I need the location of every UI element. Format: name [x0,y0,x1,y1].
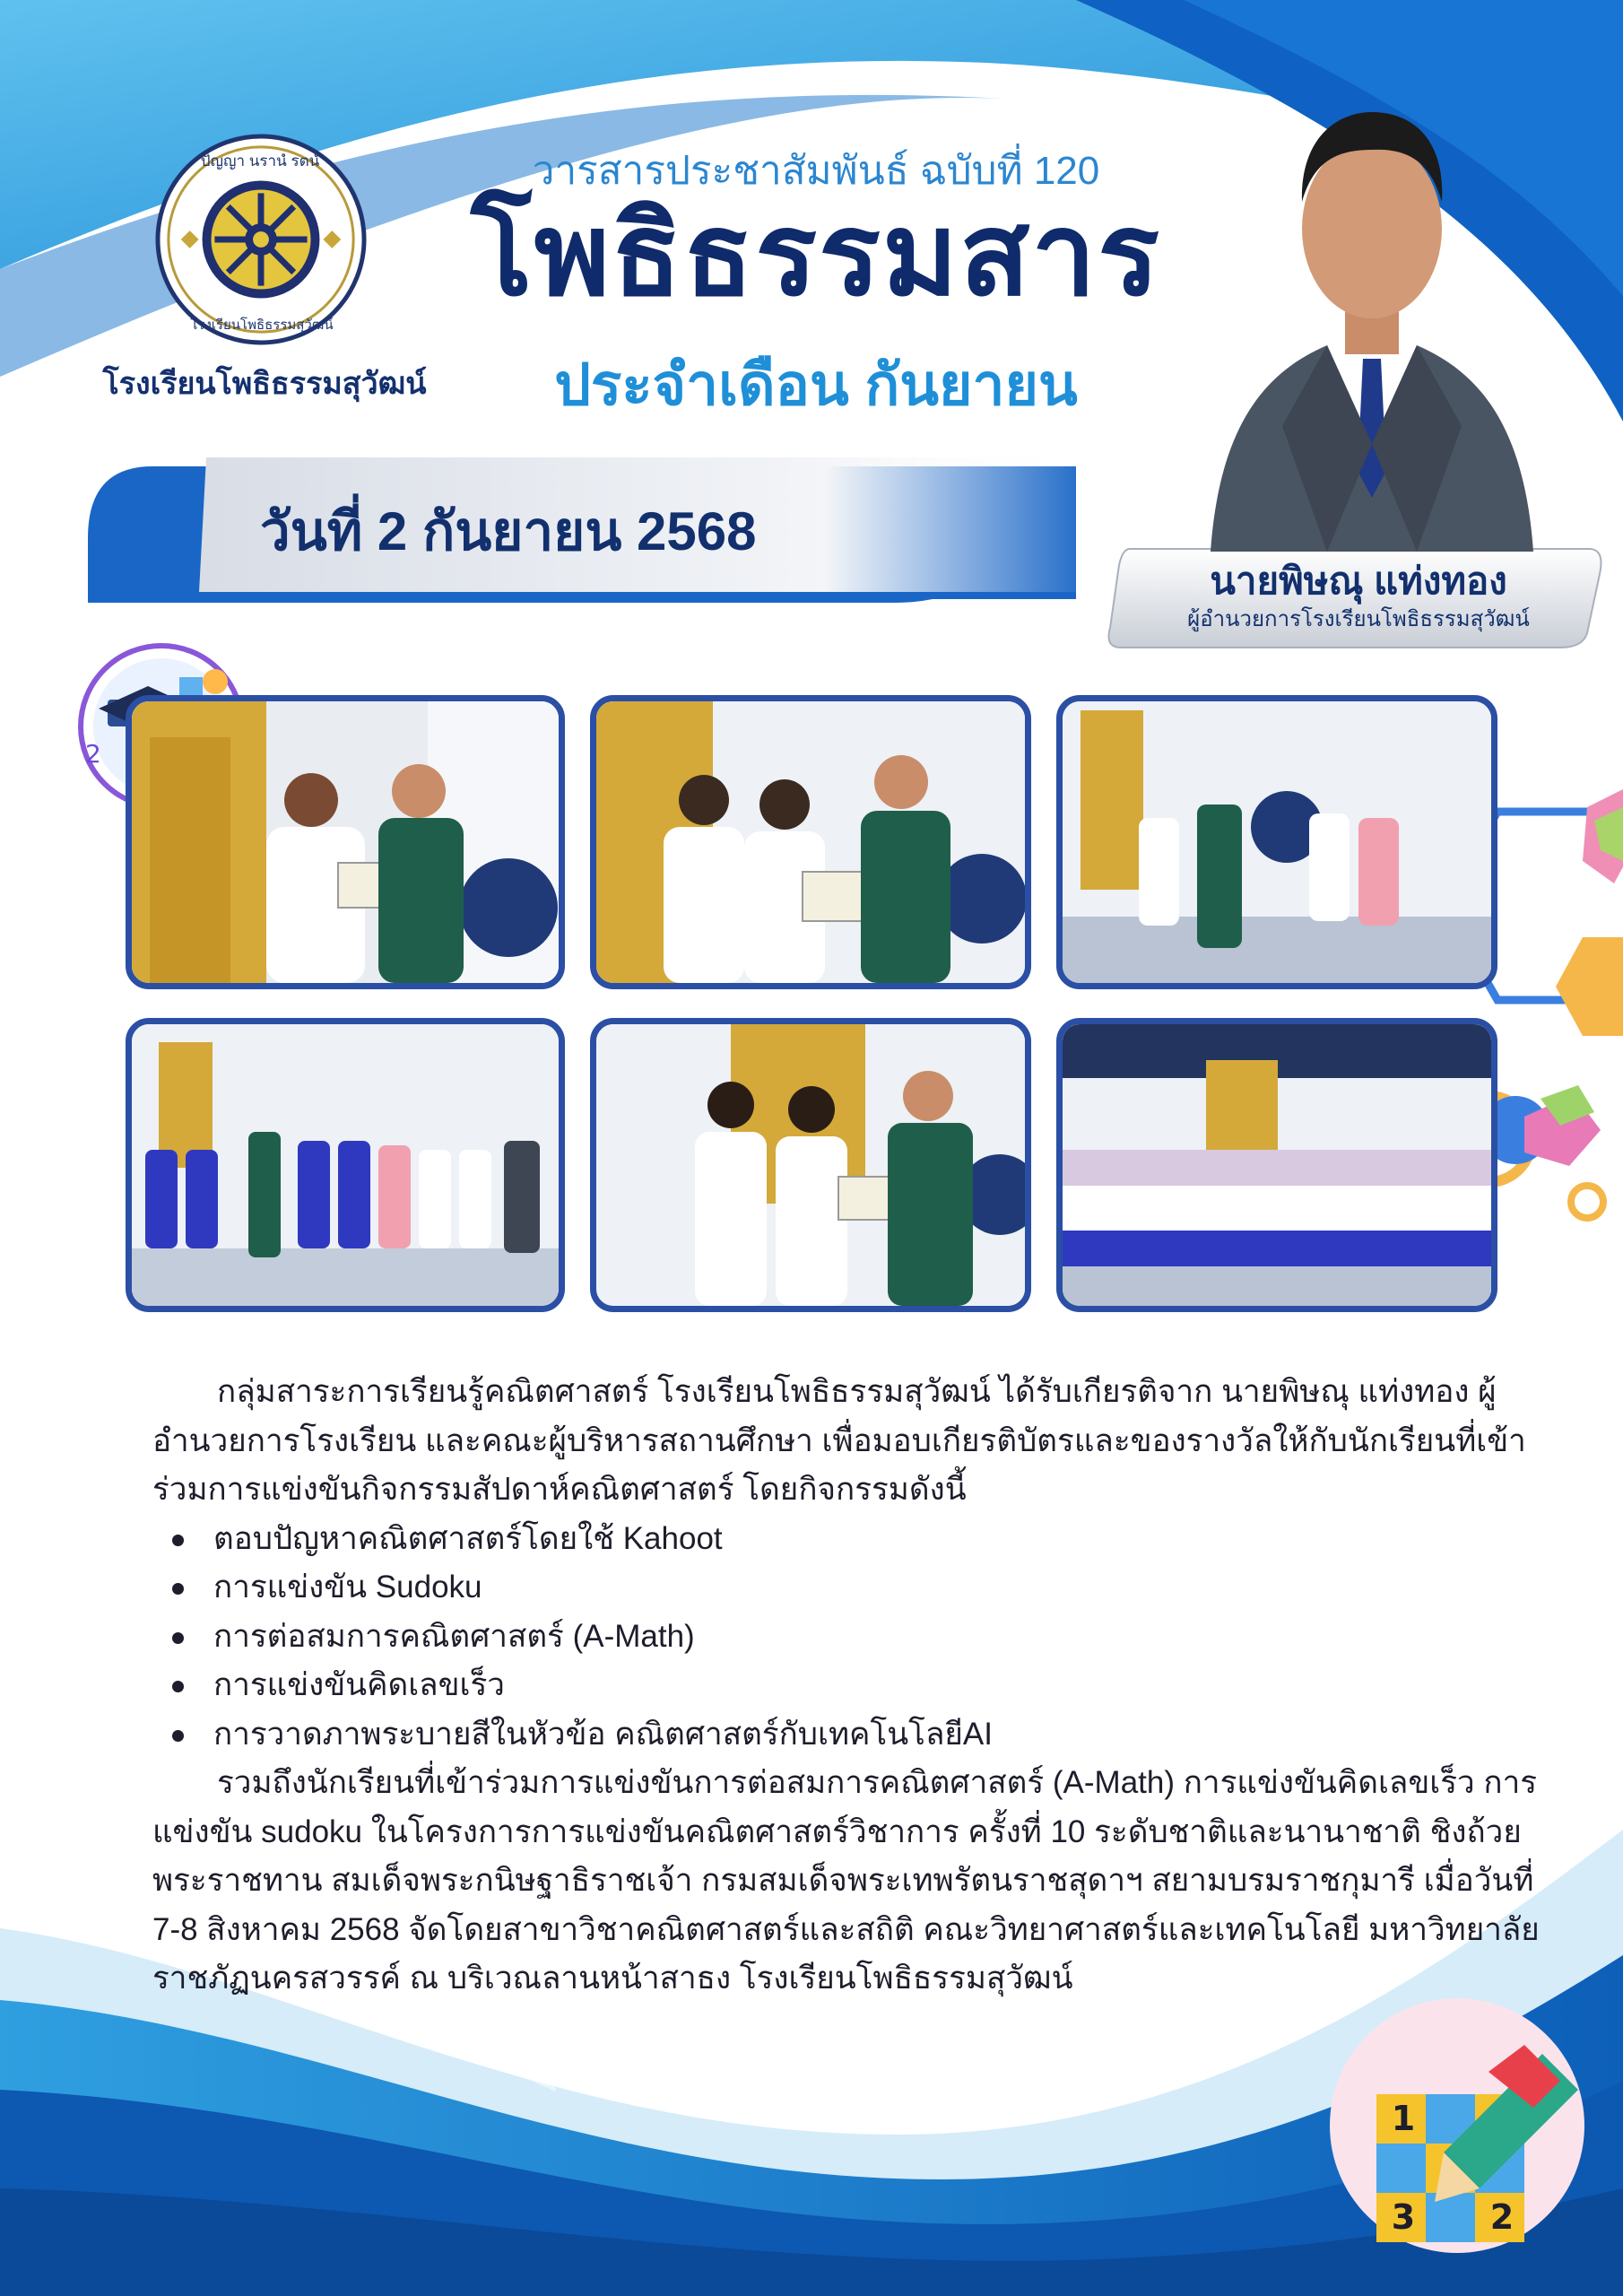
activity-list [152,1515,1551,1760]
svg-text:2: 2 [85,739,101,769]
activity-item: การแข่งขันคิดเลขเร็ว [152,1661,1551,1710]
sudoku-digit: 2 [1489,2197,1515,2237]
school-name: โรงเรียนโพธิธรรมสุวัฒน์ [102,367,427,401]
activity-item: การต่อสมการคณิตศาสตร์ (A-Math) [152,1613,1551,1662]
activity-item: การแข่งขัน Sudoku [152,1563,1551,1613]
photo-2 [590,695,1031,989]
photo-1 [126,695,565,989]
sudoku-digit: 3 [1391,2197,1416,2237]
article-body [152,1368,1551,2004]
article-intro: กลุ่มสาระการเรียนรู้คณิตศาสตร์ โรงเรียนโพธิธรรมสุวัฒน์ ได้รับเกียรติจาก นายพิษณุ แท่งทอง ผู้อำนวยการโรงเรียน และคณะผู้บริหารสถานศึกษา เพื่อมอบเกียรติบัตรและของรางวัลให้กับนักเรียนที่เข้าร่วมการแข่งขันกิจกรรมสัปดาห์คณิตศาสตร์ โดยกิจกรรมดังนี้ [152,1374,1526,1507]
issue-line: วารสารประชาสัมพันธ์ ฉบับที่ 120 [532,149,1100,193]
logo-school-text: โรงเรียนโพธิธรรมสุวัฒน์ [190,317,334,333]
activity-item: การวาดภาพระบายสีในหัวข้อ คณิตศาสตร์กับเทคโนโลยีAI [152,1710,1551,1760]
director-name: นายพิษณุ แท่งทอง [1210,560,1507,602]
sudoku-digit: 1 [1391,2099,1416,2138]
photo-6 [1056,1018,1497,1312]
logo-motto: ปัญญา นรานํ รตนํ [200,152,320,170]
month-line: ประจำเดือน กันยายน [554,352,1078,417]
photo-4 [126,1018,565,1312]
photo-5 [590,1018,1031,1312]
director-role: ผู้อำนวยการโรงเรียนโพธิธรรมสุวัฒน์ [1187,607,1530,631]
photo-3 [1056,695,1497,989]
director-photo [1193,49,1551,552]
activity-item: ตอบปัญหาคณิตศาสตร์โดยใช้ Kahoot [152,1515,1551,1564]
page-title: โพธิธรรมสาร [471,191,1161,319]
date-banner: วันที่ 2 กันยายน 2568 [260,501,757,561]
article-closing: รวมถึงนักเรียนที่เข้าร่วมการแข่งขันการต่อสมการคณิตศาสตร์ (A-Math) การแข่งขันคิดเลขเร็ว การแข่งขัน sudoku ในโครงการการแข่งขันคณิตศาสตร์วิชาการ ครั้งที่ 10 ระดับชาติและนานาชาติ ชิงถ้วยพระราชทาน สมเด็จพระกนิษฐาธิราชเจ้า กรมสมเด็จพระเทพรัตนราชสุดาฯ สยามบรมราชกุมารี เมื่อวันที่ 7-8 สิงหาคม 2568 จัดโดยสาขาวิชาคณิตศาสตร์และสถิติ คณะวิทยาศาสตร์และเทคโนโลยี มหาวิทยาลัยราชภัฏนครสวรรค์ ณ บริเวณลานหน้าสาธง โรงเรียนโพธิธรรมสุวัฒน์ [152,1765,1540,1996]
